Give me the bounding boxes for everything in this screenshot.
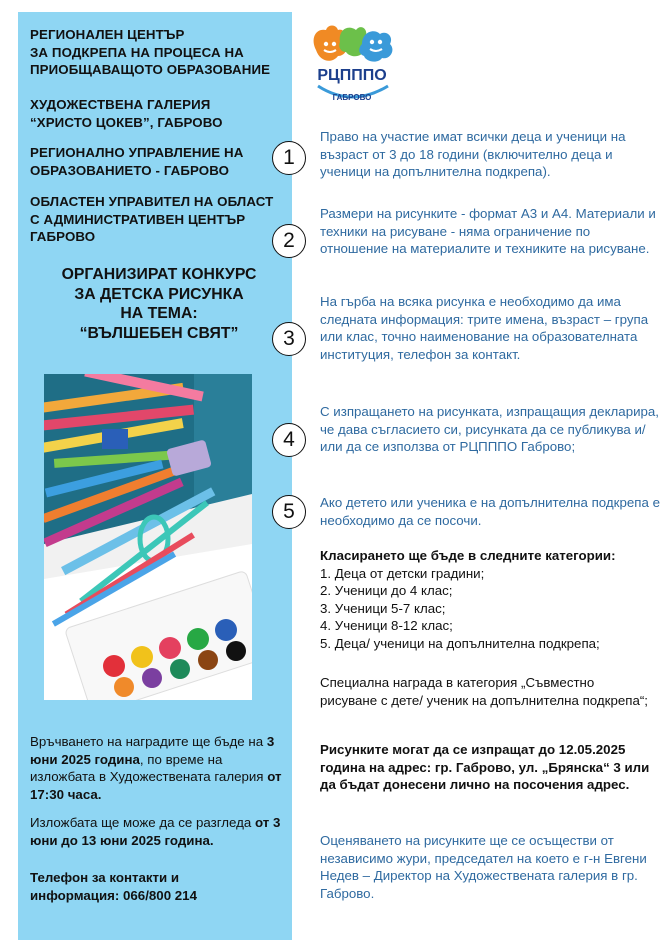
heading-line-2: ЗА ДЕТСКА РИСУНКА (74, 285, 244, 303)
exhibition-text: Изложбата ще може да се разгледа (30, 815, 255, 830)
rule-number-5: 5 (272, 495, 306, 529)
heading-line-4: “ВЪЛШЕБЕН СВЯТ” (79, 324, 239, 342)
award-paragraph (30, 733, 286, 803)
organizer-1: РЕГИОНАЛЕН ЦЕНТЪР ЗА ПОДКРЕПА НА ПРОЦЕСА НА ПРИОБЩАВАЩОТО ОБРАЗОВАНИЕ (30, 27, 271, 77)
rule-3-text: На гърба на всяка рисунка е необходимо да има следната информация: трите имена, възраст – група или клас, точно наименование на образователната институция, телефон за контакт. (320, 294, 649, 362)
rcpppo-logo (302, 20, 402, 112)
logo-text: РЦПППО (317, 67, 387, 84)
organizer-3: РЕГИОНАЛНО УПРАВЛЕНИЕ НА ОБРАЗОВАНИЕТО - ГАБРОВО (30, 145, 244, 178)
contest-heading (30, 265, 288, 343)
award-date: 3 юни 2025 година (30, 734, 275, 767)
category-item: 1. Деца от детски градини; (320, 565, 485, 581)
organizer-4: ОБЛАСТЕН УПРАВИТЕЛ НА ОБЛАСТ С АДМИНИСТРАТИВЕН ЦЕНТЪР ГАБРОВО (30, 194, 274, 244)
contact-paragraph (30, 869, 286, 904)
award-text-1: Връчването на наградите ще бъде на (30, 734, 267, 749)
logo-city: ГАБРОВО (332, 93, 372, 102)
category-item: 3. Ученици 5-7 клас; (320, 600, 446, 616)
rule-4-text: С изпращането на рисунката, изпращащия декларира, че дава съгласието си, рисунката да се публикува и/или да се използва от РЦПППО Габрово; (320, 404, 659, 454)
heading-line-3: НА ТЕМА: (120, 305, 198, 322)
logo-hands-icon (302, 20, 402, 112)
rule-number-4: 4 (272, 423, 306, 457)
rule-1-text: Право на участие имат всички деца и ученици на възраст от 3 до 18 години (включително деца и ученици на допълнителна подкрепа). (320, 129, 626, 179)
contact-line-2: информация: 066/800 214 (30, 887, 197, 903)
categories-title: Класирането ще бъде в следните категории: (320, 548, 616, 563)
heading-line-1: ОРГАНИЗИРАТ КОНКУРС (61, 266, 257, 283)
category-item: 5. Деца/ ученици на допълнителна подкрепа; (320, 635, 600, 651)
special-award: Специална награда в категория „Съвместно рисуване с дете/ ученик на допълнителна подкрепа“; (320, 675, 648, 708)
rule-5-text: Ако детето или ученика е на допълнителна подкрепа е необходимо да се посочи. (320, 495, 660, 528)
exhibition-dates: от 3 юни до 13 юни 2025 година. (30, 815, 281, 848)
award-text-2: , по време на изложбата в Художествената галерия (30, 751, 268, 784)
jury-info: Оценяването на рисунките ще се осъществи от независимо жури, председател на което е г-н Евгени Недев – Директор на Художествената галерия в гр. Габрово. (320, 833, 647, 901)
contact-line-1: Телефон за контакти и (30, 870, 180, 885)
organizer-2: ХУДОЖЕСТВЕНА ГАЛЕРИЯ “ХРИСТО ЦОКЕВ”, ГАБРОВО (30, 97, 223, 130)
rule-number-2: 2 (272, 224, 306, 258)
art-supplies-photo (44, 374, 252, 700)
rule-number-3: 3 (272, 322, 306, 356)
category-item: 4. Ученици 8-12 клас; (320, 618, 453, 633)
exhibition-paragraph (30, 814, 286, 849)
rule-number-1: 1 (272, 141, 306, 175)
categories-section (320, 547, 665, 652)
submission-info: Рисунките могат да се изпращат до 12.05.2025 година на адрес: гр. Габрово, ул. „Брянска“ 3 или да бъдат донесени лично на посочения адрес. (320, 742, 650, 792)
category-item: 2. Ученици до 4 клас; (320, 583, 453, 598)
award-time: от 17:30 часа. (30, 769, 282, 802)
art-supplies-illustration (44, 374, 252, 700)
rule-2-text: Размери на рисунките - формат А3 и А4. Материали и техники на рисуване - няма ограничение по отношение на материалите и техниките на рисуване. (320, 206, 656, 256)
